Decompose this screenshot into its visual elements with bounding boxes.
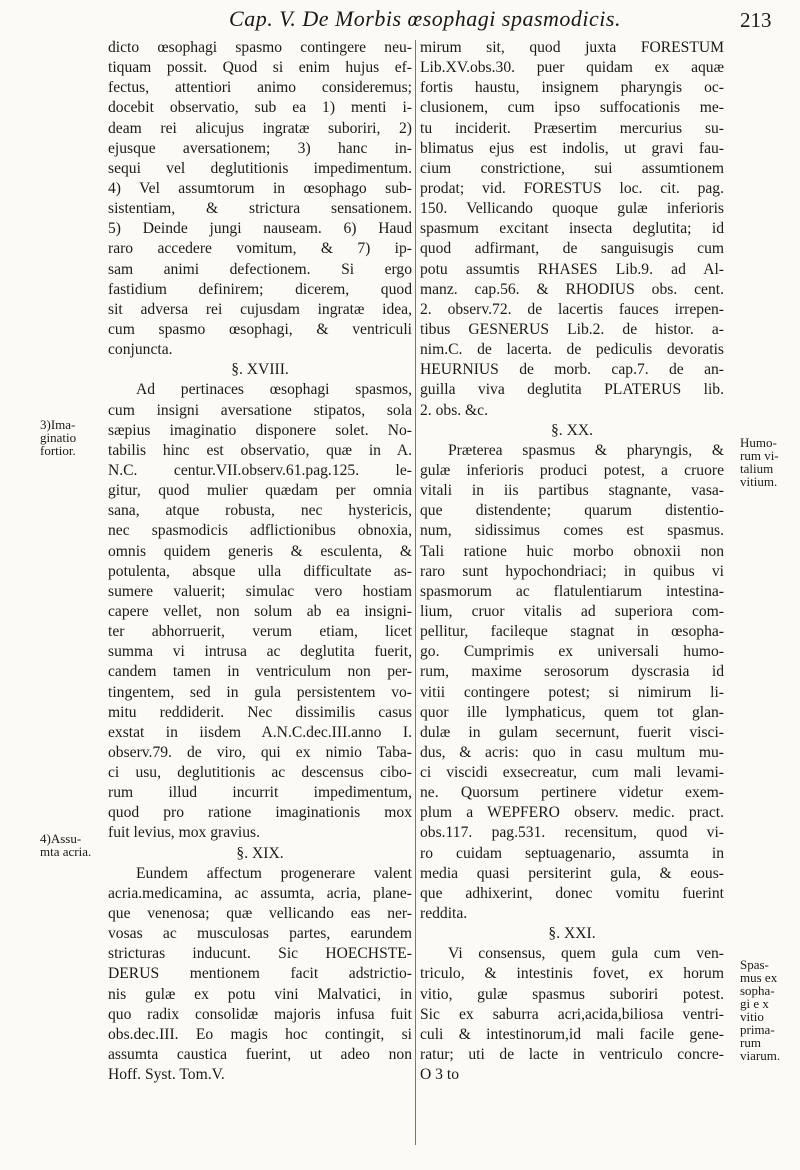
text-line: conjuncta. bbox=[108, 341, 173, 359]
text-line: exstat in iisdem A.N.C.dec.III.anno I. bbox=[108, 723, 412, 741]
text-line: 4) Vel assumtorum in œsophago sub- bbox=[108, 179, 412, 197]
margin-note-imagination bbox=[40, 418, 106, 457]
text-line: raro accedere vomitum, & 7) ip- bbox=[108, 240, 412, 258]
margin-note-line: ginatio bbox=[40, 430, 77, 445]
margin-note-line: Spas- bbox=[740, 957, 769, 972]
text-line: sequi vel deglutitionis impedimentum. bbox=[108, 159, 412, 177]
margin-note-line: vitium. bbox=[740, 474, 778, 489]
text-line: Ad pertinaces œsophagi spasmos, bbox=[136, 381, 412, 399]
text-line: raro sunt hypochondriaci; in quibus vi bbox=[420, 562, 724, 580]
text-line: nis gulæ ex potu vini Malvatici, in bbox=[108, 985, 412, 1003]
text-line: tiquam possit. Quod si enim hujus ef- bbox=[108, 59, 412, 77]
text-line: fuit levius, mox gravius. bbox=[108, 824, 261, 842]
text-line: acria.medicamina, ac assumta, acria, plane- bbox=[108, 884, 412, 902]
text-line: blimatus ejus est indolis, ut gravi fau- bbox=[420, 139, 724, 157]
right-text-column bbox=[420, 38, 724, 1085]
text-line: tabilis hinc est observatio, quæ in A. bbox=[108, 441, 412, 459]
text-line: ter abhorruerit, verum etiam, licet bbox=[108, 623, 412, 641]
text-line: manz. cap.56. & RHODIUS obs. cent. bbox=[420, 280, 724, 298]
margin-note-line: prima- bbox=[740, 1022, 775, 1037]
margin-note-line: 4)Assu- bbox=[40, 831, 82, 846]
text-line: media quasi persiterint gula, & eous- bbox=[420, 864, 724, 882]
text-line: mirum sit, quod juxta FORESTUM bbox=[420, 39, 724, 56]
margin-note-humores bbox=[740, 436, 800, 488]
text-line: obs.dec.III. Eo magis hoc contingit, si bbox=[108, 1025, 412, 1043]
text-line: num, sidissimus comes est spasmus. bbox=[420, 522, 724, 540]
text-line: spasmum excitant insecta deglutita; id bbox=[420, 220, 724, 238]
text-line: 2. obs. &c. bbox=[420, 401, 489, 419]
text-line: sam animi defectionem. Si ergo bbox=[108, 260, 412, 278]
text-line: 2. observ.72. de lacertis fauces irrepen- bbox=[420, 300, 724, 318]
text-line: que adhixerint, donec vomitu fuerint bbox=[420, 884, 724, 902]
text-line: sæpius imaginatio disponere solet. No- bbox=[108, 421, 412, 439]
text-line: tingentem, sed in gula persistentem vo- bbox=[108, 683, 412, 701]
text-line: cum spasmo œsophagi, & ventriculi bbox=[108, 320, 412, 338]
text-line: omnis quidem generis & esculenta, & bbox=[108, 542, 412, 560]
margin-note-line: gi e x bbox=[740, 996, 769, 1011]
text-line: Præterea spasmus & pharyngis, & bbox=[448, 441, 724, 459]
text-line: tibus GESNERUS Lib.2. de histor. a- bbox=[420, 320, 724, 338]
text-line: HEURNIUS de morb. cap.7. de an- bbox=[420, 361, 724, 379]
text-line: 5) Deinde jungi nauseam. 6) Haud bbox=[108, 220, 412, 238]
text-line: que distendente; quarum distentio- bbox=[420, 502, 724, 520]
text-line: tu inciderit. Præsertim mercurius su- bbox=[420, 119, 724, 137]
text-line: guilla viva deglutita PLATERUS lib. bbox=[420, 381, 724, 399]
margin-note-line: sopha- bbox=[740, 983, 775, 998]
running-head: Cap. V. De Morbis œsophagi spasmodicis. bbox=[229, 6, 621, 31]
margin-note-line: rum bbox=[740, 1035, 761, 1050]
text-line: quo radix consolidæ majoris infusa fuit bbox=[108, 1005, 412, 1023]
margin-note-spasmus bbox=[740, 958, 800, 1062]
text-line: que venenosa; quæ vellicando eas ner- bbox=[108, 905, 412, 923]
text-line: docebit observatio, sub ea 1) menti i- bbox=[108, 99, 412, 117]
text-line: N.C. centur.VII.observ.61.pag.125. le- bbox=[108, 461, 412, 479]
text-line: Tali ratione huic morbo obnoxii non bbox=[420, 542, 724, 560]
text-line: sana, atque robusta, nec hystericis, bbox=[108, 502, 412, 520]
page-header bbox=[0, 6, 800, 36]
text-line: Vi consensus, quem gula cum ven- bbox=[448, 945, 724, 963]
text-line: summa vi intrusa ac deglutita fuerit, bbox=[108, 643, 412, 661]
left-text-column bbox=[108, 38, 412, 1085]
text-line: mitu reddiderit. Nec dissimilis casus bbox=[108, 703, 412, 721]
text-line: vitio, gulæ spasmus suboriri potest. bbox=[420, 985, 724, 1003]
text-line: ejusque aversationem; 3) hanc in- bbox=[108, 139, 412, 157]
text-line: observ.79. de viro, qui ex nimio Taba- bbox=[108, 743, 412, 761]
text-line: triculo, & intestinis fovet, ex horum bbox=[420, 965, 724, 983]
text-line: prodat; vid. FORESTUS loc. cit. pag. bbox=[420, 179, 724, 197]
text-line: §. XIX. bbox=[236, 844, 284, 862]
text-line: pellitur, facileque stagnat in œsopha- bbox=[420, 623, 724, 641]
text-line: vosas ac musculosas partes, earundem bbox=[108, 925, 412, 943]
margin-note-line: vitio bbox=[740, 1009, 764, 1024]
text-line: reddita. bbox=[420, 905, 468, 923]
text-line: potulenta, absque ulla difficultate as- bbox=[108, 562, 412, 580]
text-line: fortis haustu, insignem pharyngis oc- bbox=[420, 79, 724, 97]
margin-note-line: rum vi- bbox=[740, 448, 779, 463]
margin-note-line: talium bbox=[740, 461, 774, 476]
text-line: sit adversa rei cujusdam ingratæ idea, bbox=[108, 300, 412, 318]
text-line: potu assumtis RHASES Lib.9. ad Al- bbox=[420, 260, 724, 278]
text-line: Lib.XV.obs.30. puer quidam ex aquæ bbox=[420, 59, 724, 77]
text-line: DERUS mentionem facit adstrictio- bbox=[108, 965, 412, 983]
text-line: gitur, quod mulier quædam per omnia bbox=[108, 482, 412, 500]
text-line: gulæ inferioris produci potest, a cruore bbox=[420, 461, 724, 479]
margin-note-line: viarum. bbox=[740, 1048, 781, 1063]
text-line: sumere valuerit; simulac vero hostiam bbox=[108, 582, 412, 600]
text-line: Eundem affectum progenerare valent bbox=[136, 864, 412, 882]
text-line: candem tamen in ventriculum non per- bbox=[108, 663, 412, 681]
margin-note-line: Humo- bbox=[740, 435, 777, 450]
text-line: dicto œsophagi spasmo contingere neu- bbox=[108, 39, 412, 56]
text-line: quod pro ratione imaginationis mox bbox=[108, 804, 412, 822]
text-line: capere vellet, non solum ab ea insigni- bbox=[108, 602, 412, 620]
text-line: cum insigni aversatione stipatos, sola bbox=[108, 401, 412, 419]
text-line: spasmorum ac flatulentiarum intestina- bbox=[420, 582, 724, 600]
text-line: ci usu, deglutitionis ac descensus cibo- bbox=[108, 764, 412, 782]
text-line: vitali in iis partibus stagnante, vasa- bbox=[420, 482, 724, 500]
text-line: rum illud incurrit impedimentum, bbox=[108, 784, 412, 802]
text-line: Sic ex saburra acri,acida,biliosa ventri- bbox=[420, 1005, 724, 1023]
margin-note-line: mta acria. bbox=[40, 844, 92, 859]
text-line: §. XXI. bbox=[548, 925, 596, 943]
text-line: stricturas inducunt. Sic HOECHSTE- bbox=[108, 945, 412, 963]
text-line: vitii contingere potest; si nimirum li- bbox=[420, 683, 724, 701]
text-line: nim.C. de lacerta. de pediculis devoratis bbox=[420, 341, 724, 359]
text-line: sistentiam, & strictura sensationem. bbox=[108, 200, 412, 218]
text-line: lium, cruor vitalis ad superiora com- bbox=[420, 602, 724, 620]
margin-note-line: fortior. bbox=[40, 443, 76, 458]
text-line: ratur; uti de lacte in ventriculo concre- bbox=[420, 1046, 724, 1064]
text-line: nec spasmodicis adflictionibus obnoxia, bbox=[108, 522, 412, 540]
text-line: ro cuidam septuagenario, assumta in bbox=[420, 844, 724, 862]
text-line: fectus, attentiori animo consideremus; bbox=[108, 79, 412, 97]
text-line: §. XVIII. bbox=[231, 361, 289, 379]
text-line: fastidium definirem; dicerem, quod bbox=[108, 280, 412, 298]
text-line: clusionem, cum ipso suffocationis me- bbox=[420, 99, 724, 117]
text-line: culi & intestinorum,id mali facile gene- bbox=[420, 1025, 724, 1043]
text-line: 150. Vellicando quoque gulæ inferioris bbox=[420, 200, 724, 218]
text-line: quor ille lymphaticus, quem tot glan- bbox=[420, 703, 724, 721]
text-line: Hoff. Syst. Tom.V. bbox=[108, 1066, 225, 1084]
text-line: dulæ in gulam secernunt, fuerit visci- bbox=[420, 723, 724, 741]
text-line: quod adfirmant, de sanguisugis cum bbox=[420, 240, 724, 258]
column-divider bbox=[415, 40, 416, 1145]
text-line: deam rei alicujus ingratæ suboriri, 2) bbox=[108, 119, 412, 137]
text-line: rum, maxime serosorum dyscrasia id bbox=[420, 663, 724, 681]
text-line: assumta caustica fuerint, ut adeo non bbox=[108, 1046, 412, 1064]
text-line: cium constrictione, sui assumtionem bbox=[420, 159, 724, 177]
text-line: go. Cumprimis ex universali humo- bbox=[420, 643, 724, 661]
margin-note-line: mus ex bbox=[740, 970, 778, 985]
text-line: §. XX. bbox=[550, 421, 593, 439]
margin-note-acria bbox=[40, 832, 106, 858]
text-line: plum a WEPFERO observ. medic. pract. bbox=[420, 804, 724, 822]
text-line: obs.117. pag.531. recensitum, quod vi- bbox=[420, 824, 724, 842]
margin-note-line: 3)Ima- bbox=[40, 417, 76, 432]
page-number: 213 bbox=[740, 8, 772, 32]
text-line: ci viscidi exsecreatur, cum mali levami- bbox=[420, 764, 724, 782]
text-line: O 3 to bbox=[420, 1066, 459, 1084]
text-line: ne. Quorsum pertinere videtur exem- bbox=[420, 784, 724, 802]
text-line: dus, & acris: quo in casu multum mu- bbox=[420, 743, 724, 761]
